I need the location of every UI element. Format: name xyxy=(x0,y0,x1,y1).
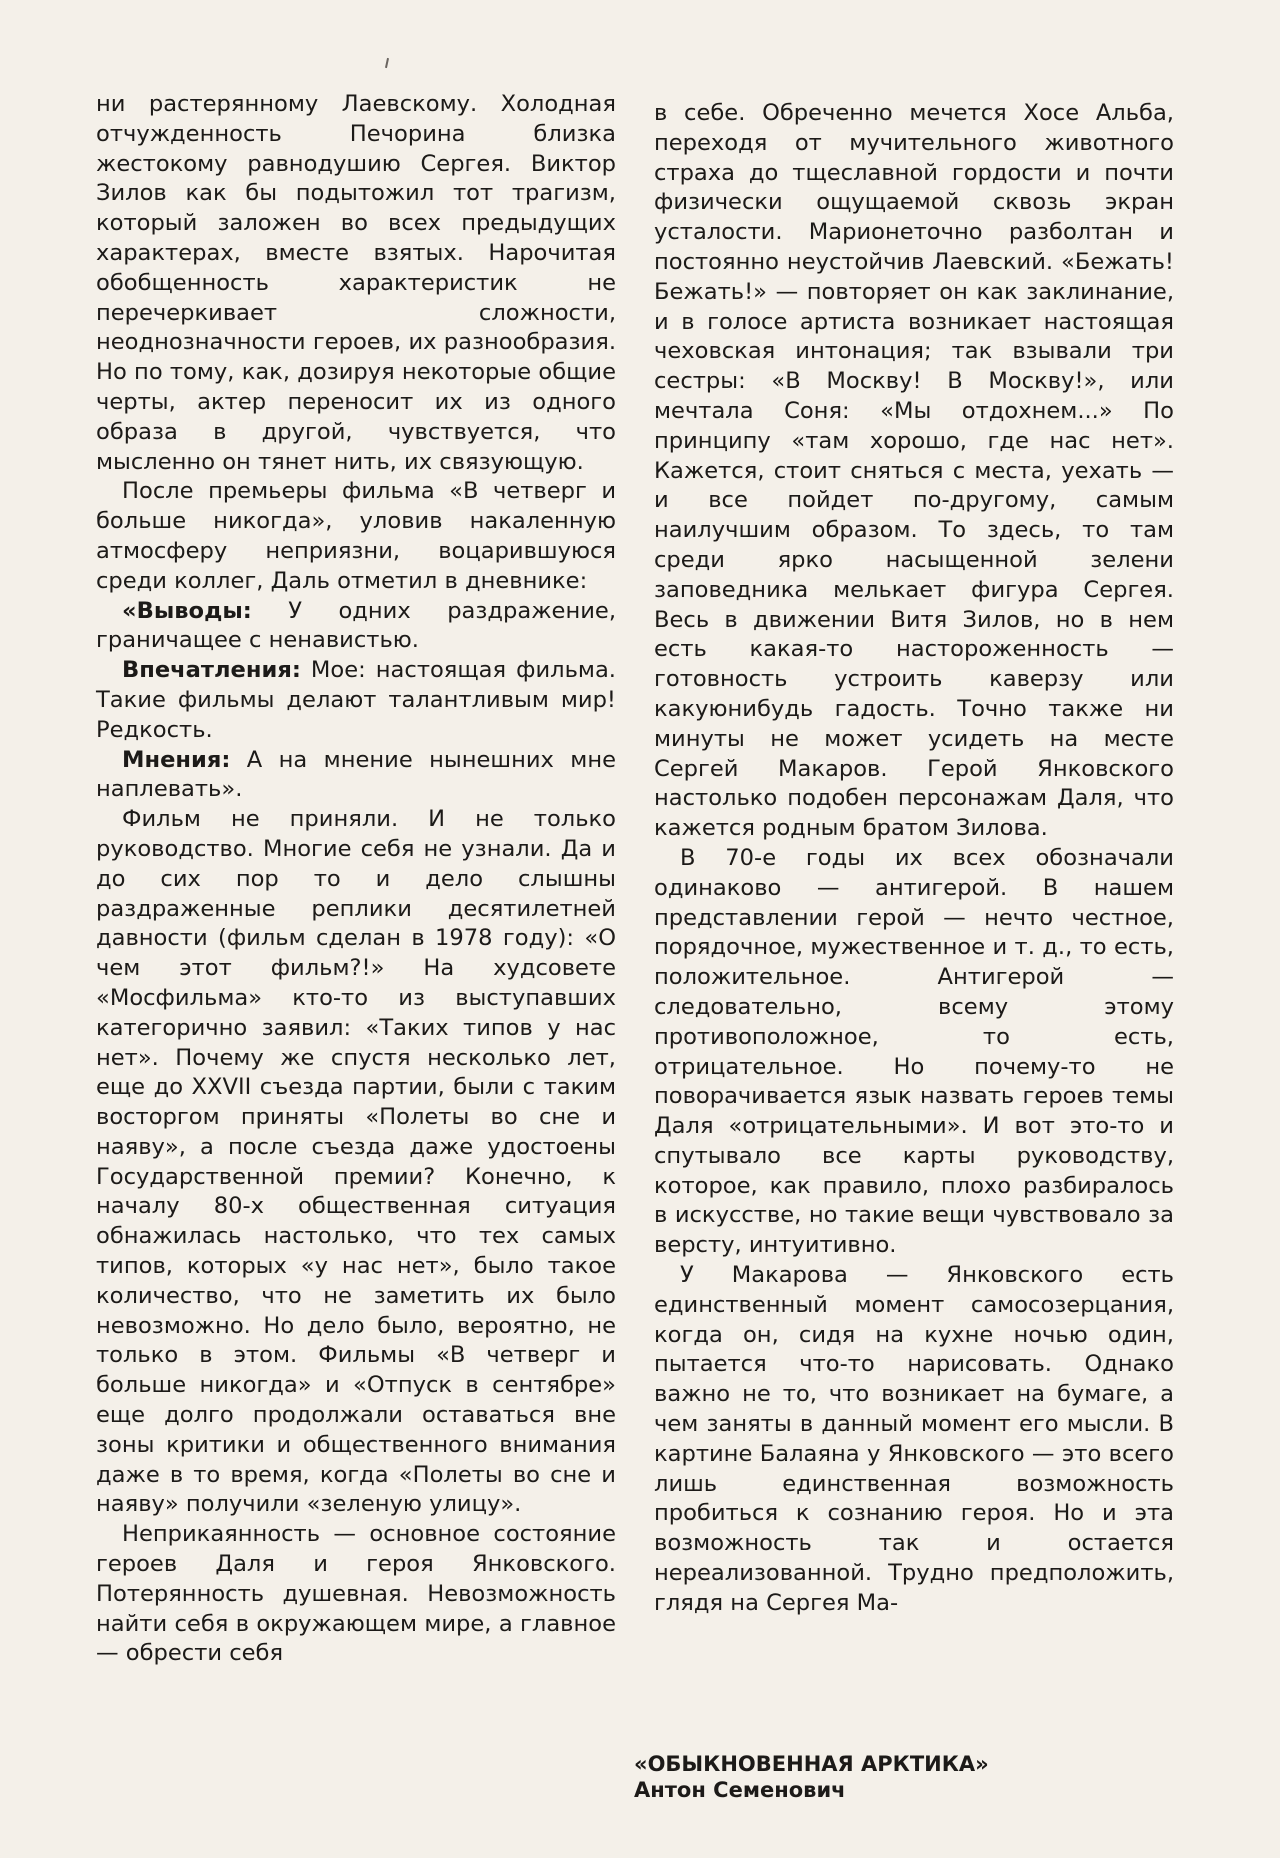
paragraph: Фильм не приняли. И не только руководство. Многие себя не узнали. Да и до сих пор то и дело слышны раздраженные реплики десятилетней давности (фильм сделан в 1978 году): «О чем этот фильм?!» На худсовете «Мосфильма» кто-то из выступавших категорично заявил: «Таких типов у нас нет». Почему же спустя несколько лет, еще до XXVII съезда партии, были с таким восторгом приняты «Полеты во сне и наяву», а после съезда даже удостоены Государственной премии? Конечно, к началу 80-х общественная ситуация обнажилась настолько, что тех самых типов, которых «у нас нет», было такое количество, что не заметить их было невозможно. Но дело было, вероятно, не только в этом. Фильмы «В четверг и больше никогда» и «Отпуск в сентябре» еще долго продолжали оставаться вне зоны критики и общественного внимания даже в то время, когда «Полеты во сне и наяву» получили «зеленую улицу». xyxy=(96,806,616,1518)
diary-text: Мое: настоящая фильма. Такие фильмы делают талантливым мир! Редкость. xyxy=(96,657,616,743)
paragraph: У Макарова — Янковского есть единственный момент самосозерцания, когда он, сидя на кухне ночью один, пытается что-то нарисовать. Однако важно не то, что возникает на бумаге, а чем заняты в данный момент его мысли. В картине Балаяна у Янковского — это всего лишь единственная возможность пробиться к сознанию героя. Но и эта возможность так и остается нереализованной. Трудно предположить, глядя на Сергея Ма- xyxy=(654,1262,1174,1616)
diary-label: «Выводы: xyxy=(122,597,252,624)
print-mark xyxy=(385,58,389,68)
caption-title: «ОБЫКНОВЕННАЯ АРКТИКА» xyxy=(634,1752,989,1776)
paragraph: ни растерянному Лаевскому. Холодная отчужденность Печорина близка жестокому равнодушию Сергея. Виктор Зилов как бы подытожил тот трагизм, который заложен во всех предыдущих характерах, вместе взятых. Нарочитая обобщенность характеристик не перечеркивает сложности, неоднозначности героев, их разнообразия. Но по тому, как, дозируя некоторые общие черты, актер переносит их из одного образа в другой, чувствуется, что мысленно он тянет нить, их связующую. xyxy=(96,91,616,475)
paragraph: в себе. Обреченно мечется Хосе Альба, переходя от мучительного животного страха до тщеславной гордости и почти физически ощущаемой сквозь экран усталости. Марионеточно разболтан и постоянно неустойчив Лаевский. «Бежать! Бежать!» — повторяет он как заклинание, и в голосе артиста возникает настоящая чеховская интонация; так взывали три сестры: «В Москву! В Москву!», или мечтала Соня: «Мы отдохнем...» По принципу «там хорошо, где нас нет». Кажется, стоит сняться с места, уехать — и все пойдет по-другому, самым наилучшим образом. То здесь, то там среди ярко насыщенной зелени заповедника мелькает фигура Сергея. Весь в движении Витя Зилов, но в нем есть какая-то настороженность — готовность устроить каверзу или какуюнибудь гадость. Точно также ни минуты не может усидеть на месте Сергей Макаров. Герой Янковского настолько подобен персонажам Даля, что кажется родным братом Зилова. xyxy=(654,100,1174,842)
diary-text: У одних раздражение, граничащее с ненавистью. xyxy=(96,597,616,654)
paragraph: После премьеры фильма «В четверг и больше никогда», уловив накаленную атмосферу неприязни, воцарившуюся среди коллег, Даль отметил в дневнике: xyxy=(96,478,616,594)
photo-caption xyxy=(634,1751,1154,1803)
diary-entry-conclusions xyxy=(96,597,616,657)
diary-label: Впечатления: xyxy=(122,657,301,684)
diary-entry-impressions xyxy=(96,656,616,745)
caption-author: Антон Семенович xyxy=(634,1778,846,1802)
left-text-column xyxy=(96,90,616,1669)
diary-text: А на мнение нынешних мне наплевать». xyxy=(96,746,616,803)
diary-label: Мнения: xyxy=(122,746,231,773)
paragraph: Неприкаянность — основное состояние героев Даля и героя Янковского. Потерянность душевная. Невозможность найти себя в окружающем мире, а главное — обрести себя xyxy=(96,1521,616,1667)
paragraph: В 70-е годы их всех обозначали одинаково — антигерой. В нашем представлении герой — нечто честное, порядочное, мужественное и т. д., то есть, положительное. Антигерой — следовательно, всему этому противоположное, то есть, отрицательное. Но почему-то не поворачивается язык назвать героев темы Даля «отрицательными». И вот это-то и спутывало все карты руководству, которое, как правило, плохо разбиралось в искусстве, но такие вещи чувствовало за версту, интуитивно. xyxy=(654,844,1174,1259)
right-text-column xyxy=(654,99,1174,1619)
diary-entry-opinions xyxy=(96,746,616,806)
